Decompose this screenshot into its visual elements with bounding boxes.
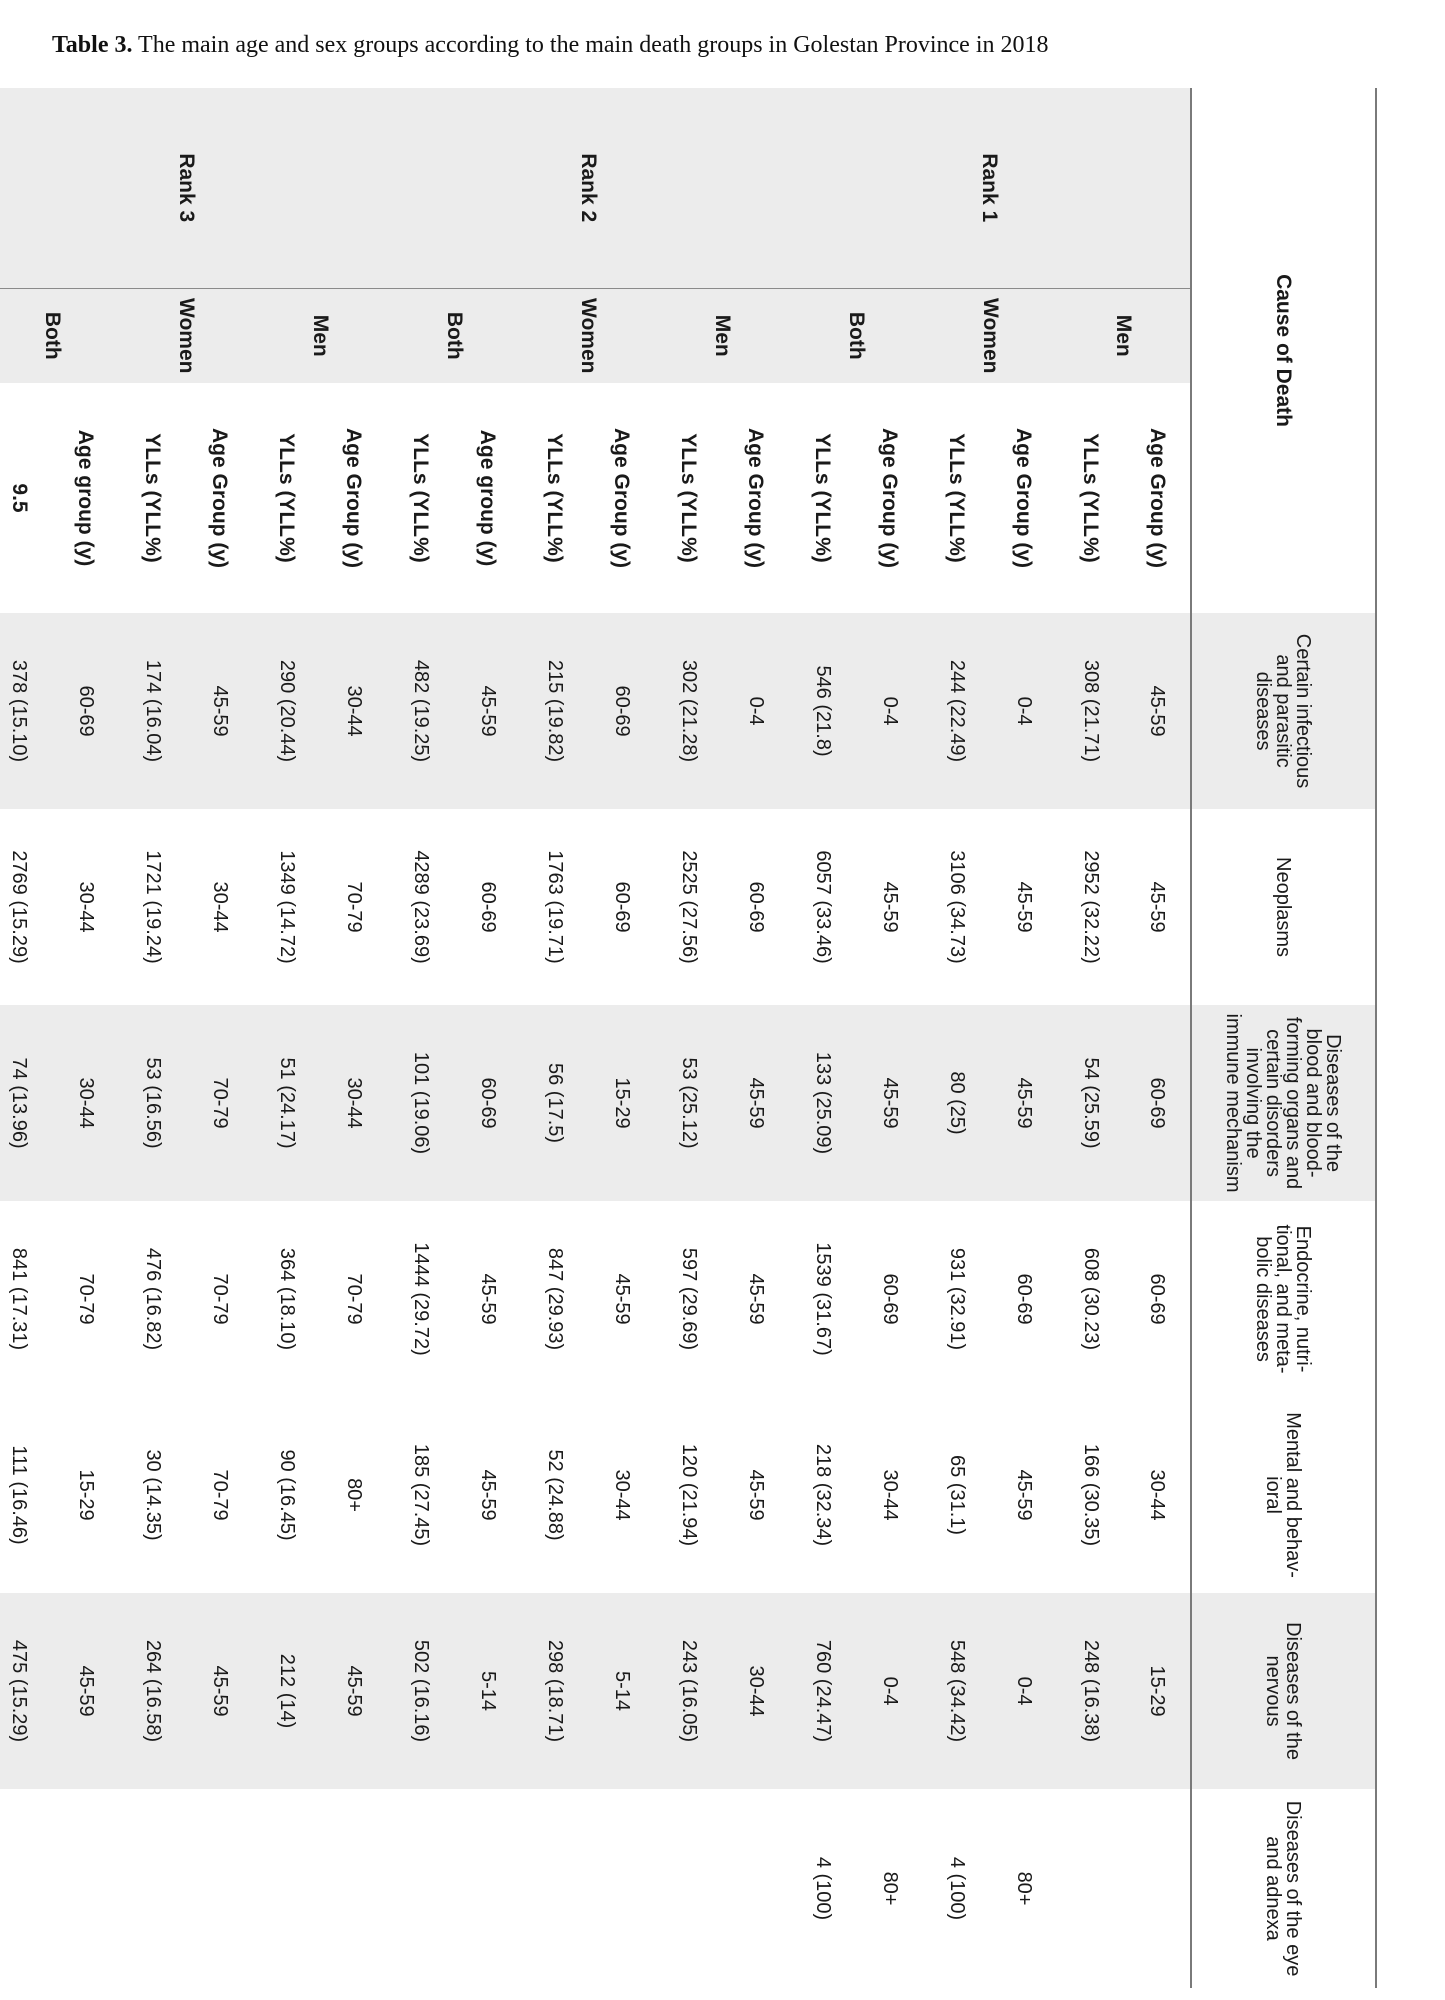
sex-group-label: Men: [253, 288, 387, 383]
rank-group-label: Rank 1: [789, 88, 1191, 288]
cause-header-cell: Diseases of the eye and adnexa: [1191, 1789, 1376, 1988]
table-cell: [253, 1789, 320, 1988]
table-cell: 378 (15.10): [0, 613, 52, 809]
rotated-table-stage: [8, 88, 1377, 1988]
table-cell: 53 (16.56): [119, 1005, 186, 1201]
sex-group-label: Men: [1057, 288, 1191, 383]
table-cell: 45-59: [745, 1469, 767, 1521]
metric-label: Age group (y): [74, 429, 98, 567]
table-cell: 364 (18.10): [276, 1247, 298, 1351]
metric-label: YLLs (YLL%): [543, 433, 567, 563]
table-cell: [588, 1789, 655, 1988]
metric-label: Age Group (y): [342, 428, 366, 569]
table-cell: 15-29: [588, 1005, 655, 1201]
cause-header-cell: Diseases of the nervous: [1191, 1593, 1376, 1789]
table-cell: 2952 (32.22): [1080, 850, 1102, 964]
table-cell: 244 (22.49): [923, 613, 990, 809]
table-cell: 1444 (29.72): [410, 1242, 432, 1356]
table-cell: 45-59: [1013, 881, 1035, 933]
table-cell: 841 (17.31): [8, 1247, 31, 1351]
table-cell: 30-44: [879, 1469, 901, 1521]
cause-header-cell: Neoplasms: [1191, 809, 1376, 1005]
table-cell: 60-69: [477, 881, 499, 933]
table-row: [454, 88, 521, 1988]
sex-group-label: Both: [0, 288, 119, 383]
table-row: [990, 88, 1057, 1988]
table-cell: 30-44: [320, 613, 387, 809]
table-cell: 56 (17.5): [521, 1005, 588, 1201]
table-cell: 174 (16.04): [119, 613, 186, 809]
table-cell: 70-79: [75, 1273, 97, 1325]
table-cell: 111 (16.46): [8, 1445, 31, 1545]
table-cell: 30 (14.35): [142, 1449, 164, 1541]
metric-label: YLLs (YLL%): [677, 433, 701, 563]
table-cell: 60-69: [52, 613, 119, 809]
table-cell: 45-59: [477, 1273, 499, 1325]
table-cell: 302 (21.28): [655, 613, 722, 809]
rank-group-label: Rank 2: [387, 88, 789, 288]
metric-label: Age Group (y): [208, 428, 232, 569]
cause-header-cell: Mental and behav-ioral: [1191, 1397, 1376, 1593]
table-cell: 546 (21.8): [789, 613, 856, 809]
table-cell: 760 (24.47): [789, 1593, 856, 1789]
table-cell: 80+: [879, 1871, 901, 1906]
table-cell: [1057, 1789, 1124, 1988]
table-cell: 1349 (14.72): [276, 850, 298, 964]
table-cell: 6057 (33.46): [812, 850, 834, 964]
table-cell: [387, 1789, 454, 1988]
table-cell: 80+: [1013, 1871, 1035, 1906]
table-cell: 45-59: [52, 1593, 119, 1789]
table-cell: 30-44: [611, 1469, 633, 1521]
metric-label: Age Group (y): [744, 428, 768, 569]
table-cell: 2525 (27.56): [678, 850, 700, 964]
table-cell: 70-79: [209, 1469, 231, 1521]
table-cell: 65 (31.1): [946, 1455, 968, 1536]
table-cell: 0-4: [722, 613, 789, 809]
cause-header-cell: Diseases of the blood and blood-forming organs and certain disorders involving the immune mechanism: [1191, 1005, 1376, 1201]
table-cell: 45-59: [611, 1273, 633, 1325]
table-cell: 45-59: [186, 613, 253, 809]
table-caption-label: Table 3.: [52, 32, 133, 58]
table-cell: 0-4: [856, 1593, 923, 1789]
metric-label: YLLs (YLL%): [1079, 433, 1103, 563]
table-cell: 45-59: [856, 1005, 923, 1201]
cause-of-death-header: Cause of Death: [1191, 88, 1376, 613]
table-cell: 60-69: [1124, 1005, 1191, 1201]
rank-group-label: Rank 3: [0, 88, 387, 288]
table-cell: 52 (24.88): [544, 1449, 566, 1541]
metric-label: YLLs (YLL%): [945, 433, 969, 563]
metric-label: Age Group (y): [878, 428, 902, 569]
table-cell: 15-29: [1124, 1593, 1191, 1789]
table-cell: 60-69: [454, 1005, 521, 1201]
table-caption: [52, 32, 1392, 59]
metric-label: YLLs (YLL%): [811, 433, 835, 563]
table-cell: 60-69: [879, 1273, 901, 1325]
table-cell: 185 (27.45): [410, 1443, 432, 1547]
table-row: [1124, 88, 1191, 1988]
table-cell: 502 (16.16): [387, 1593, 454, 1789]
table-cell: 308 (21.71): [1057, 613, 1124, 809]
metric-label: YLLs (YLL%): [409, 433, 433, 563]
table-cell: 1539 (31.67): [812, 1242, 834, 1356]
table-cell: 3106 (34.73): [946, 850, 968, 964]
table-row: [722, 88, 789, 1988]
table-cell: 847 (29.93): [544, 1247, 566, 1351]
table-cell: 60-69: [611, 881, 633, 933]
table-cell: 70-79: [343, 881, 365, 933]
table-cell: 931 (32.91): [946, 1247, 968, 1351]
metric-label: Age Group (y): [1124, 383, 1191, 613]
table-cell: [52, 1789, 119, 1988]
table-row: [856, 88, 923, 1988]
cause-header-cell: Certain infectious and parasitic diseases: [1191, 613, 1376, 809]
table-cell: 45-59: [320, 1593, 387, 1789]
table-cell: [320, 1789, 387, 1988]
table-cell: 60-69: [745, 881, 767, 933]
table-cell: 45-59: [477, 1469, 499, 1521]
table-cell: 0-4: [990, 613, 1057, 809]
metric-label: Age Group (y): [1012, 428, 1036, 569]
table-cell: [655, 1789, 722, 1988]
sex-group-label: Both: [387, 288, 521, 383]
table-cell: 45-59: [722, 1005, 789, 1201]
table-caption-text: The main age and sex groups according to the main death groups in Golestan Province in 2018: [132, 32, 1049, 58]
table-cell: 548 (34.42): [923, 1593, 990, 1789]
table-cell: 30-44: [320, 1005, 387, 1201]
table-row: [52, 88, 119, 1988]
table-cell: 45-59: [1124, 809, 1191, 1005]
table-cell: 5-14: [588, 1593, 655, 1789]
table-cell: [1124, 1789, 1191, 1988]
table-cell: 4 (100): [812, 1856, 834, 1921]
table-cell: 45-59: [1013, 1469, 1035, 1521]
table-cell: 248 (16.38): [1057, 1593, 1124, 1789]
table-cell: 70-79: [343, 1273, 365, 1325]
table-cell: 476 (16.82): [142, 1247, 164, 1351]
table-cell: 166 (30.35): [1080, 1443, 1102, 1547]
table-cell: 45-59: [454, 613, 521, 809]
table-cell: [454, 1789, 521, 1988]
cause-header-row: [1191, 88, 1376, 1988]
sex-group-label: Both: [789, 288, 923, 383]
table-body: [0, 88, 1191, 1988]
table-cell: 1721 (19.24): [142, 850, 164, 964]
table-cell: 482 (19.25): [387, 613, 454, 809]
table-cell: 80 (25): [923, 1005, 990, 1201]
table-frame: [8, 88, 1377, 1988]
table-cell: 70-79: [209, 1273, 231, 1325]
table-cell: 0-4: [990, 1593, 1057, 1789]
table-cell: [521, 1789, 588, 1988]
table-cell: 30-44: [209, 881, 231, 933]
table-cell: 30-44: [722, 1593, 789, 1789]
metric-label: Age group (y): [476, 429, 500, 567]
table-cell: 0-4: [856, 613, 923, 809]
table-cell: 45-59: [1124, 613, 1191, 809]
table-cell: 30-44: [1124, 1397, 1191, 1593]
table-cell: 15-29: [75, 1469, 97, 1521]
table-cell: 80+: [343, 1478, 365, 1512]
table-cell: 60-69: [1124, 1201, 1191, 1397]
table-cell: 2769 (15.29): [8, 850, 31, 964]
table-row: [320, 88, 387, 1988]
table-cell: 290 (20.44): [253, 613, 320, 809]
metric-label: Age Group (y): [610, 428, 634, 569]
sex-group-label: Women: [923, 288, 1057, 383]
table-cell: 74 (13.96): [0, 1005, 52, 1201]
table-cell: 243 (16.05): [655, 1593, 722, 1789]
table-cell: 30-44: [52, 1005, 119, 1201]
table-cell: 212 (14): [253, 1593, 320, 1789]
cause-header-cell: Endocrine, nutri-tional, and meta-bolic diseases: [1191, 1201, 1376, 1397]
table-cell: 4289 (23.69): [410, 850, 432, 964]
table-cell: 101 (19.06): [387, 1005, 454, 1201]
table-cell: 608 (30.23): [1080, 1247, 1102, 1351]
death-groups-table: [0, 88, 1377, 1988]
table-cell: 45-59: [879, 881, 901, 933]
metric-label: 9.5: [8, 483, 31, 513]
table-cell: 53 (25.12): [655, 1005, 722, 1201]
table-cell: 4 (100): [946, 1856, 968, 1921]
table-cell: 45-59: [186, 1593, 253, 1789]
table-cell: 475 (15.29): [0, 1593, 52, 1789]
table-cell: [186, 1789, 253, 1988]
table-row: [186, 88, 253, 1988]
table-cell: 90 (16.45): [276, 1449, 298, 1541]
table-cell: 51 (24.17): [253, 1005, 320, 1201]
sex-group-label: Women: [119, 288, 253, 383]
table-cell: 5-14: [454, 1593, 521, 1789]
table-cell: 70-79: [186, 1005, 253, 1201]
table-cell: 215 (19.82): [521, 613, 588, 809]
table-cell: 120 (21.94): [678, 1443, 700, 1547]
table-cell: 597 (29.69): [678, 1247, 700, 1351]
metric-label: YLLs (YLL%): [275, 433, 299, 563]
table-row: [588, 88, 655, 1988]
metric-label: YLLs (YLL%): [141, 433, 165, 563]
table-cell: 1763 (19.71): [544, 850, 566, 964]
table-cell: [0, 1789, 52, 1988]
sex-group-label: Men: [655, 288, 789, 383]
table-cell: 60-69: [1013, 1273, 1035, 1325]
table-cell: 133 (25.09): [789, 1005, 856, 1201]
table-cell: 264 (16.58): [119, 1593, 186, 1789]
table-cell: 30-44: [75, 881, 97, 933]
table-cell: 298 (18.71): [521, 1593, 588, 1789]
table-cell: 45-59: [745, 1273, 767, 1325]
table-cell: 54 (25.59): [1057, 1005, 1124, 1201]
table-cell: 45-59: [990, 1005, 1057, 1201]
table-cell: [722, 1789, 789, 1988]
table-cell: 218 (32.34): [812, 1443, 834, 1547]
sex-group-label: Women: [521, 288, 655, 383]
table-cell: 60-69: [588, 613, 655, 809]
table-cell: [119, 1789, 186, 1988]
